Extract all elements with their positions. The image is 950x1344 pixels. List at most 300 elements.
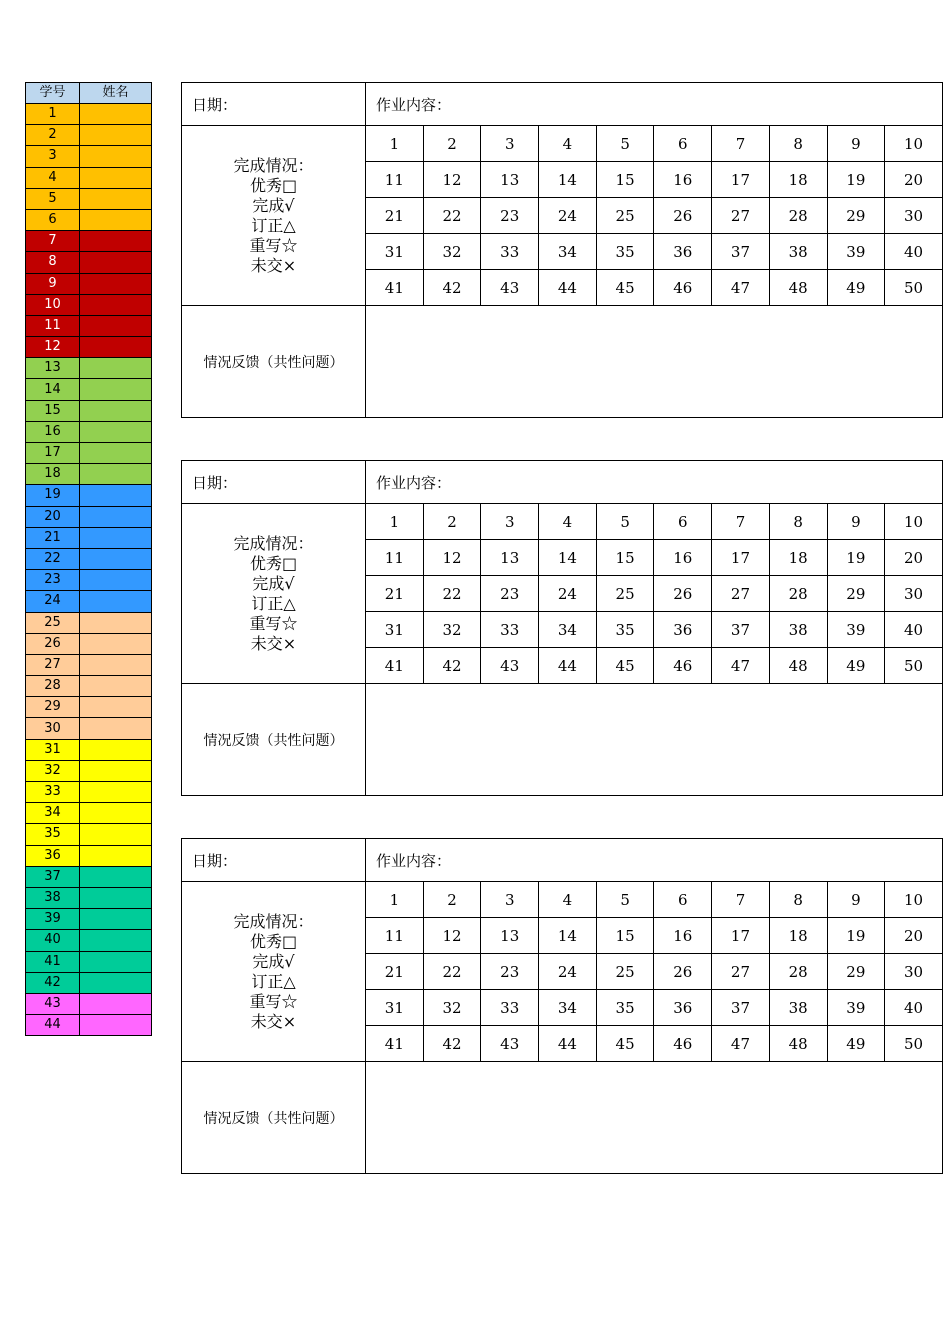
student-mark-cell[interactable]: 3 [481, 504, 539, 540]
feedback-input-area[interactable] [366, 1062, 943, 1174]
roster-row [26, 633, 152, 654]
student-mark-cell[interactable]: 34 [539, 990, 597, 1026]
student-mark-cell[interactable]: 3 [481, 882, 539, 918]
student-mark-cell[interactable]: 16 [654, 918, 712, 954]
feedback-label: 情况反馈（共性问题） [182, 1062, 366, 1174]
student-number-cell: 16 [26, 421, 80, 442]
student-mark-cell[interactable]: 45 [596, 270, 654, 306]
student-mark-cell[interactable]: 9 [827, 126, 885, 162]
student-mark-cell[interactable]: 18 [769, 918, 827, 954]
student-name-cell[interactable] [80, 315, 152, 336]
student-mark-cell[interactable]: 18 [769, 540, 827, 576]
homework-content-field[interactable] [366, 839, 943, 882]
student-mark-cell[interactable]: 7 [712, 882, 770, 918]
student-mark-cell[interactable]: 21 [366, 576, 424, 612]
student-mark-cell[interactable]: 11 [366, 162, 424, 198]
student-mark-cell[interactable]: 17 [712, 918, 770, 954]
student-name-cell[interactable] [80, 188, 152, 209]
roster-row [26, 188, 152, 209]
student-mark-cell[interactable]: 19 [827, 540, 885, 576]
date-field[interactable] [182, 83, 366, 126]
student-mark-cell[interactable]: 25 [596, 576, 654, 612]
student-name-cell[interactable] [80, 697, 152, 718]
student-mark-cell[interactable]: 39 [827, 612, 885, 648]
feedback-label: 情况反馈（共性问题） [182, 306, 366, 418]
date-label: 日期： [192, 473, 238, 492]
student-name-cell[interactable] [80, 866, 152, 887]
student-mark-cell[interactable]: 47 [712, 270, 770, 306]
student-mark-cell[interactable]: 27 [712, 576, 770, 612]
student-mark-cell[interactable]: 6 [654, 504, 712, 540]
student-name-cell[interactable] [80, 1015, 152, 1036]
student-mark-cell[interactable]: 2 [423, 504, 481, 540]
student-mark-cell[interactable]: 37 [712, 234, 770, 270]
student-name-cell[interactable] [80, 146, 152, 167]
student-mark-cell[interactable]: 26 [654, 576, 712, 612]
roster-row [26, 104, 152, 125]
student-mark-cell[interactable]: 40 [885, 990, 943, 1026]
student-name-cell[interactable] [80, 930, 152, 951]
student-number-cell: 33 [26, 782, 80, 803]
student-mark-cell[interactable]: 5 [596, 126, 654, 162]
student-mark-cell[interactable]: 49 [827, 270, 885, 306]
student-mark-cell[interactable]: 41 [366, 1026, 424, 1062]
student-mark-cell[interactable]: 16 [654, 162, 712, 198]
homework-record-table [181, 82, 943, 418]
student-number-cell: 34 [26, 803, 80, 824]
student-mark-cell[interactable]: 20 [885, 540, 943, 576]
student-mark-cell[interactable]: 9 [827, 504, 885, 540]
student-mark-cell[interactable]: 18 [769, 162, 827, 198]
roster-row [26, 718, 152, 739]
student-name-cell[interactable] [80, 294, 152, 315]
student-mark-cell[interactable]: 34 [539, 612, 597, 648]
student-mark-cell[interactable]: 25 [596, 954, 654, 990]
roster-row [26, 273, 152, 294]
feedback-input-area[interactable] [366, 684, 943, 796]
student-name-cell[interactable] [80, 506, 152, 527]
roster-row [26, 167, 152, 188]
status-legend-line: 未交× [250, 1011, 297, 1031]
student-mark-cell[interactable]: 4 [539, 882, 597, 918]
roster-row [26, 506, 152, 527]
student-mark-cell[interactable]: 23 [481, 576, 539, 612]
student-mark-cell[interactable]: 43 [481, 270, 539, 306]
student-number-cell: 42 [26, 972, 80, 993]
homework-content-label: 作业内容： [376, 95, 452, 114]
roster-row [26, 697, 152, 718]
student-mark-cell[interactable]: 27 [712, 954, 770, 990]
roster-row [26, 231, 152, 252]
roster-row [26, 866, 152, 887]
student-name-cell[interactable] [80, 167, 152, 188]
student-mark-cell[interactable]: 37 [712, 990, 770, 1026]
student-number-cell: 4 [26, 167, 80, 188]
student-number-cell: 36 [26, 845, 80, 866]
record-block-3 [181, 838, 942, 1174]
student-number-cell: 40 [26, 930, 80, 951]
student-mark-cell[interactable]: 3 [481, 126, 539, 162]
student-mark-cell[interactable]: 28 [769, 576, 827, 612]
student-mark-cell[interactable]: 5 [596, 504, 654, 540]
student-mark-cell[interactable]: 29 [827, 576, 885, 612]
student-mark-cell[interactable]: 13 [481, 918, 539, 954]
student-number-cell: 32 [26, 760, 80, 781]
roster-row [26, 464, 152, 485]
student-mark-cell[interactable]: 23 [481, 198, 539, 234]
student-mark-cell[interactable]: 47 [712, 648, 770, 684]
student-mark-cell[interactable]: 49 [827, 1026, 885, 1062]
student-name-cell[interactable] [80, 909, 152, 930]
student-mark-cell[interactable]: 13 [481, 162, 539, 198]
status-legend-line: 优秀□ [249, 553, 298, 573]
student-mark-cell[interactable]: 45 [596, 1026, 654, 1062]
date-field[interactable] [182, 461, 366, 504]
student-mark-cell[interactable]: 6 [654, 126, 712, 162]
student-mark-cell[interactable]: 36 [654, 990, 712, 1026]
roster-row [26, 993, 152, 1014]
student-mark-cell[interactable]: 28 [769, 198, 827, 234]
student-number-cell: 5 [26, 188, 80, 209]
student-name-cell[interactable] [80, 485, 152, 506]
student-mark-cell[interactable]: 30 [885, 954, 943, 990]
status-legend-line: 未交× [250, 255, 297, 275]
student-mark-cell[interactable]: 35 [596, 990, 654, 1026]
roster-row [26, 421, 152, 442]
student-name-cell[interactable] [80, 633, 152, 654]
student-number-cell: 1 [26, 104, 80, 125]
student-name-cell[interactable] [80, 209, 152, 230]
student-mark-cell[interactable]: 30 [885, 198, 943, 234]
student-number-cell: 39 [26, 909, 80, 930]
student-number-cell: 21 [26, 527, 80, 548]
homework-record-table [181, 838, 943, 1174]
student-mark-cell[interactable]: 50 [885, 1026, 943, 1062]
homework-content-label: 作业内容： [376, 851, 452, 870]
student-name-cell[interactable] [80, 654, 152, 675]
student-name-cell[interactable] [80, 972, 152, 993]
student-mark-cell[interactable]: 17 [712, 540, 770, 576]
roster-row [26, 443, 152, 464]
student-mark-cell[interactable]: 50 [885, 270, 943, 306]
student-name-cell[interactable] [80, 125, 152, 146]
student-mark-cell[interactable]: 24 [539, 576, 597, 612]
status-legend-line: 完成√ [252, 573, 295, 593]
roster-row [26, 909, 152, 930]
student-mark-cell[interactable]: 22 [423, 576, 481, 612]
student-mark-cell[interactable]: 20 [885, 918, 943, 954]
record-block-1 [181, 82, 942, 418]
student-mark-cell[interactable]: 49 [827, 648, 885, 684]
student-mark-cell[interactable]: 46 [654, 270, 712, 306]
student-mark-cell[interactable]: 44 [539, 648, 597, 684]
student-mark-cell[interactable]: 11 [366, 918, 424, 954]
student-mark-cell[interactable]: 33 [481, 990, 539, 1026]
roster-header-row [26, 83, 152, 104]
student-mark-cell[interactable]: 41 [366, 270, 424, 306]
student-name-cell[interactable] [80, 845, 152, 866]
student-mark-cell[interactable]: 8 [769, 504, 827, 540]
student-name-cell[interactable] [80, 104, 152, 125]
status-legend-line: 未交× [250, 633, 297, 653]
roster-row [26, 972, 152, 993]
student-mark-cell[interactable]: 21 [366, 954, 424, 990]
roster-header-name: 姓名 [80, 83, 152, 104]
student-name-cell[interactable] [80, 337, 152, 358]
student-mark-cell[interactable]: 7 [712, 504, 770, 540]
student-mark-cell[interactable]: 31 [366, 990, 424, 1026]
student-mark-cell[interactable]: 4 [539, 504, 597, 540]
status-legend-line: 完成情况： [233, 155, 314, 175]
student-number-cell: 38 [26, 887, 80, 908]
student-mark-cell[interactable]: 2 [423, 126, 481, 162]
student-mark-cell[interactable]: 12 [423, 918, 481, 954]
student-name-cell[interactable] [80, 612, 152, 633]
status-legend-line: 订正△ [251, 971, 296, 991]
student-mark-cell[interactable]: 41 [366, 648, 424, 684]
student-mark-cell[interactable]: 44 [539, 270, 597, 306]
student-number-cell: 23 [26, 570, 80, 591]
student-mark-cell[interactable]: 12 [423, 162, 481, 198]
student-mark-cell[interactable]: 14 [539, 540, 597, 576]
student-number-cell: 19 [26, 485, 80, 506]
student-name-cell[interactable] [80, 951, 152, 972]
roster-row [26, 803, 152, 824]
student-mark-cell[interactable]: 36 [654, 612, 712, 648]
student-number-cell: 12 [26, 337, 80, 358]
student-mark-cell[interactable]: 42 [423, 1026, 481, 1062]
roster-row [26, 654, 152, 675]
student-name-cell[interactable] [80, 676, 152, 697]
roster-row [26, 824, 152, 845]
student-mark-cell[interactable]: 1 [366, 882, 424, 918]
roster-row [26, 209, 152, 230]
student-mark-cell[interactable]: 26 [654, 198, 712, 234]
student-mark-cell[interactable]: 31 [366, 234, 424, 270]
student-mark-cell[interactable]: 22 [423, 954, 481, 990]
student-mark-cell[interactable]: 38 [769, 234, 827, 270]
student-mark-cell[interactable]: 14 [539, 162, 597, 198]
student-mark-cell[interactable]: 22 [423, 198, 481, 234]
status-legend-line: 完成情况： [233, 911, 314, 931]
status-legend-line: 完成√ [252, 951, 295, 971]
student-mark-cell[interactable]: 35 [596, 234, 654, 270]
student-mark-cell[interactable]: 10 [885, 882, 943, 918]
homework-content-field[interactable] [366, 83, 943, 126]
student-number-cell: 9 [26, 273, 80, 294]
student-mark-cell[interactable]: 29 [827, 198, 885, 234]
student-mark-cell[interactable]: 32 [423, 612, 481, 648]
student-name-cell[interactable] [80, 570, 152, 591]
student-number-cell: 31 [26, 739, 80, 760]
student-mark-cell[interactable]: 35 [596, 612, 654, 648]
student-number-cell: 44 [26, 1015, 80, 1036]
status-legend-line: 订正△ [251, 593, 296, 613]
student-mark-cell[interactable]: 46 [654, 1026, 712, 1062]
student-name-cell[interactable] [80, 887, 152, 908]
student-mark-cell[interactable]: 7 [712, 126, 770, 162]
roster-row [26, 294, 152, 315]
student-mark-cell[interactable]: 33 [481, 612, 539, 648]
student-number-cell: 18 [26, 464, 80, 485]
date-field[interactable] [182, 839, 366, 882]
roster-row [26, 125, 152, 146]
student-mark-cell[interactable]: 29 [827, 954, 885, 990]
student-mark-cell[interactable]: 16 [654, 540, 712, 576]
student-mark-cell[interactable]: 8 [769, 882, 827, 918]
student-mark-cell[interactable]: 5 [596, 882, 654, 918]
student-mark-cell[interactable]: 39 [827, 990, 885, 1026]
student-number-cell: 43 [26, 993, 80, 1014]
student-mark-cell[interactable]: 48 [769, 1026, 827, 1062]
student-mark-cell[interactable]: 46 [654, 648, 712, 684]
student-mark-cell[interactable]: 32 [423, 990, 481, 1026]
student-mark-cell[interactable]: 26 [654, 954, 712, 990]
student-name-cell[interactable] [80, 782, 152, 803]
student-mark-cell[interactable]: 17 [712, 162, 770, 198]
student-mark-cell[interactable]: 38 [769, 990, 827, 1026]
student-mark-cell[interactable]: 4 [539, 126, 597, 162]
student-name-cell[interactable] [80, 803, 152, 824]
student-number-cell: 13 [26, 358, 80, 379]
roster-row [26, 570, 152, 591]
student-mark-cell[interactable]: 12 [423, 540, 481, 576]
student-mark-cell[interactable]: 30 [885, 576, 943, 612]
student-mark-cell[interactable]: 37 [712, 612, 770, 648]
student-mark-cell[interactable]: 34 [539, 234, 597, 270]
feedback-input-area[interactable] [366, 306, 943, 418]
record-block-2 [181, 460, 942, 796]
student-mark-cell[interactable]: 15 [596, 540, 654, 576]
homework-content-field[interactable] [366, 461, 943, 504]
student-name-cell[interactable] [80, 400, 152, 421]
student-mark-cell[interactable]: 1 [366, 126, 424, 162]
student-mark-cell[interactable]: 15 [596, 918, 654, 954]
homework-content-label: 作业内容： [376, 473, 452, 492]
student-name-cell[interactable] [80, 379, 152, 400]
student-mark-cell[interactable]: 31 [366, 612, 424, 648]
student-number-cell: 25 [26, 612, 80, 633]
student-mark-cell[interactable]: 39 [827, 234, 885, 270]
student-number-cell: 20 [26, 506, 80, 527]
student-name-cell[interactable] [80, 591, 152, 612]
student-mark-cell[interactable]: 23 [481, 954, 539, 990]
student-name-cell[interactable] [80, 548, 152, 569]
student-mark-cell[interactable]: 50 [885, 648, 943, 684]
student-mark-cell[interactable]: 19 [827, 162, 885, 198]
student-mark-cell[interactable]: 19 [827, 918, 885, 954]
student-name-cell[interactable] [80, 231, 152, 252]
feedback-label: 情况反馈（共性问题） [182, 684, 366, 796]
student-mark-cell[interactable]: 48 [769, 648, 827, 684]
status-legend-line: 完成√ [252, 195, 295, 215]
student-mark-cell[interactable]: 40 [885, 612, 943, 648]
student-number-cell: 35 [26, 824, 80, 845]
student-name-cell[interactable] [80, 252, 152, 273]
status-legend-line: 优秀□ [249, 175, 298, 195]
student-mark-cell[interactable]: 33 [481, 234, 539, 270]
student-number-cell: 15 [26, 400, 80, 421]
student-mark-cell[interactable]: 14 [539, 918, 597, 954]
status-legend-line: 完成情况： [233, 533, 314, 553]
status-legend-line: 订正△ [251, 215, 296, 235]
student-name-cell[interactable] [80, 443, 152, 464]
student-number-cell: 6 [26, 209, 80, 230]
roster-row [26, 337, 152, 358]
student-name-cell[interactable] [80, 760, 152, 781]
roster-row [26, 887, 152, 908]
student-name-cell[interactable] [80, 464, 152, 485]
student-name-cell[interactable] [80, 421, 152, 442]
student-mark-cell[interactable]: 32 [423, 234, 481, 270]
student-number-cell: 30 [26, 718, 80, 739]
roster-row [26, 379, 152, 400]
student-mark-cell[interactable]: 43 [481, 1026, 539, 1062]
student-number-cell: 27 [26, 654, 80, 675]
student-mark-cell[interactable]: 15 [596, 162, 654, 198]
roster-row [26, 400, 152, 421]
student-name-cell[interactable] [80, 718, 152, 739]
student-mark-cell[interactable]: 8 [769, 126, 827, 162]
student-mark-cell[interactable]: 28 [769, 954, 827, 990]
student-number-cell: 10 [26, 294, 80, 315]
student-mark-cell[interactable]: 44 [539, 1026, 597, 1062]
student-mark-cell[interactable]: 11 [366, 540, 424, 576]
student-mark-cell[interactable]: 40 [885, 234, 943, 270]
student-name-cell[interactable] [80, 358, 152, 379]
student-mark-cell[interactable]: 21 [366, 198, 424, 234]
roster-row [26, 252, 152, 273]
student-name-cell[interactable] [80, 739, 152, 760]
student-name-cell[interactable] [80, 273, 152, 294]
roster-row [26, 485, 152, 506]
student-mark-cell[interactable]: 45 [596, 648, 654, 684]
student-number-cell: 24 [26, 591, 80, 612]
status-legend-line: 重写☆ [249, 991, 298, 1011]
student-mark-cell[interactable]: 42 [423, 270, 481, 306]
student-mark-cell[interactable]: 24 [539, 198, 597, 234]
roster-row [26, 930, 152, 951]
student-number-cell: 17 [26, 443, 80, 464]
student-mark-cell[interactable]: 1 [366, 504, 424, 540]
student-mark-cell[interactable]: 48 [769, 270, 827, 306]
student-mark-cell[interactable]: 10 [885, 126, 943, 162]
student-name-cell[interactable] [80, 993, 152, 1014]
student-name-cell[interactable] [80, 527, 152, 548]
student-number-cell: 41 [26, 951, 80, 972]
student-mark-cell[interactable]: 20 [885, 162, 943, 198]
roster-row [26, 527, 152, 548]
student-mark-cell[interactable]: 42 [423, 648, 481, 684]
student-mark-cell[interactable]: 25 [596, 198, 654, 234]
student-mark-cell[interactable]: 2 [423, 882, 481, 918]
student-number-cell: 11 [26, 315, 80, 336]
student-mark-cell[interactable]: 38 [769, 612, 827, 648]
student-mark-cell[interactable]: 27 [712, 198, 770, 234]
roster-row [26, 591, 152, 612]
student-mark-cell[interactable]: 47 [712, 1026, 770, 1062]
student-mark-cell[interactable]: 24 [539, 954, 597, 990]
student-name-cell[interactable] [80, 824, 152, 845]
student-mark-cell[interactable]: 10 [885, 504, 943, 540]
student-mark-cell[interactable]: 36 [654, 234, 712, 270]
student-mark-cell[interactable]: 6 [654, 882, 712, 918]
student-number-cell: 37 [26, 866, 80, 887]
student-mark-cell[interactable]: 43 [481, 648, 539, 684]
student-mark-cell[interactable]: 13 [481, 540, 539, 576]
student-number-cell: 28 [26, 676, 80, 697]
student-mark-cell[interactable]: 9 [827, 882, 885, 918]
